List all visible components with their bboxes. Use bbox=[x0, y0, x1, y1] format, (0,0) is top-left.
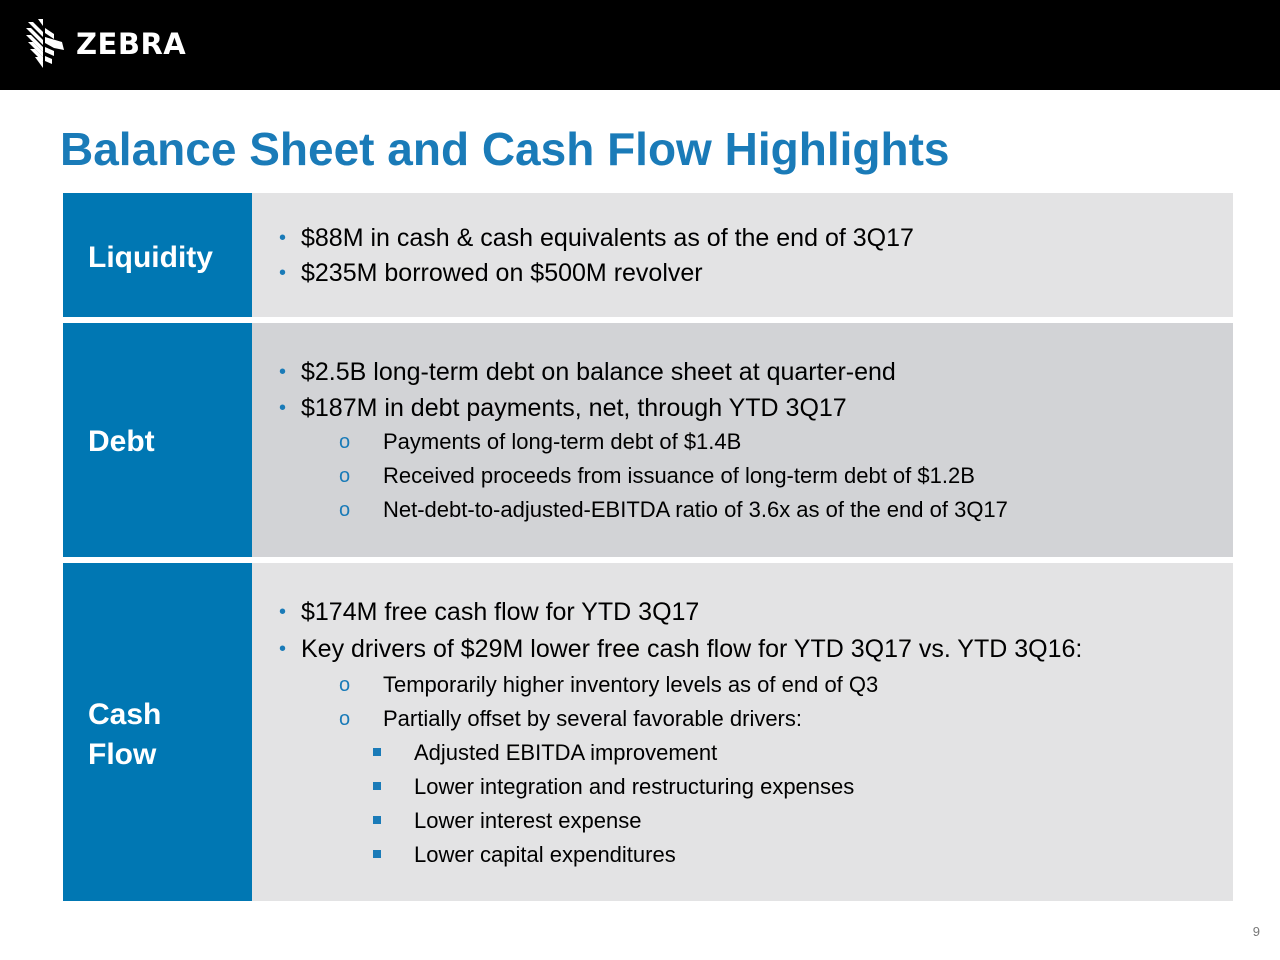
section-label-line: Debt bbox=[88, 425, 155, 458]
section-body bbox=[252, 193, 1233, 317]
section-cash-flow: Cash Flow • $174M free cash flow for YTD 3Q17 • Key drivers of $29M lower free cash flow for YTD 3Q17 vs. YTD 3Q16: o Temporarily higher inventory levels as of end of Q3 o Partially offset by several favorable drivers: Adjusted EBITDA improvement Lower integration and restructuring expenses Lower interest expense Lower capital expenditures bbox=[63, 563, 1233, 901]
section-debt: Debt • $2.5B long-term debt on balance sheet at quarter-end • $187M in debt payments, net, through YTD 3Q17 o Payments of long-term debt of $1.4B o Received proceeds from issuance of long-term debt of $1.2B o Net-debt-to-adjusted-EBITDA ratio of 3.6x as of the end of 3Q17 bbox=[63, 323, 1233, 557]
section-label-line: Liquidity bbox=[88, 241, 213, 274]
section-label bbox=[63, 563, 252, 901]
page-number: 9 bbox=[1252, 924, 1260, 939]
logo-text: ZEBRA bbox=[76, 27, 187, 61]
header-bar bbox=[0, 0, 1280, 90]
section-label-line: Cash bbox=[88, 698, 162, 731]
section-liquidity: Liquidity • $88M in cash & cash equivalents as of the end of 3Q17 • $235M borrowed on $500M revolver bbox=[63, 193, 1233, 317]
slide-title: Balance Sheet and Cash Flow Highlights bbox=[60, 123, 950, 175]
zebra-head-icon bbox=[24, 18, 68, 70]
section-label bbox=[63, 323, 252, 557]
zebra-logo bbox=[24, 18, 186, 70]
section-label bbox=[63, 193, 252, 317]
section-label-line: Flow bbox=[88, 738, 157, 771]
